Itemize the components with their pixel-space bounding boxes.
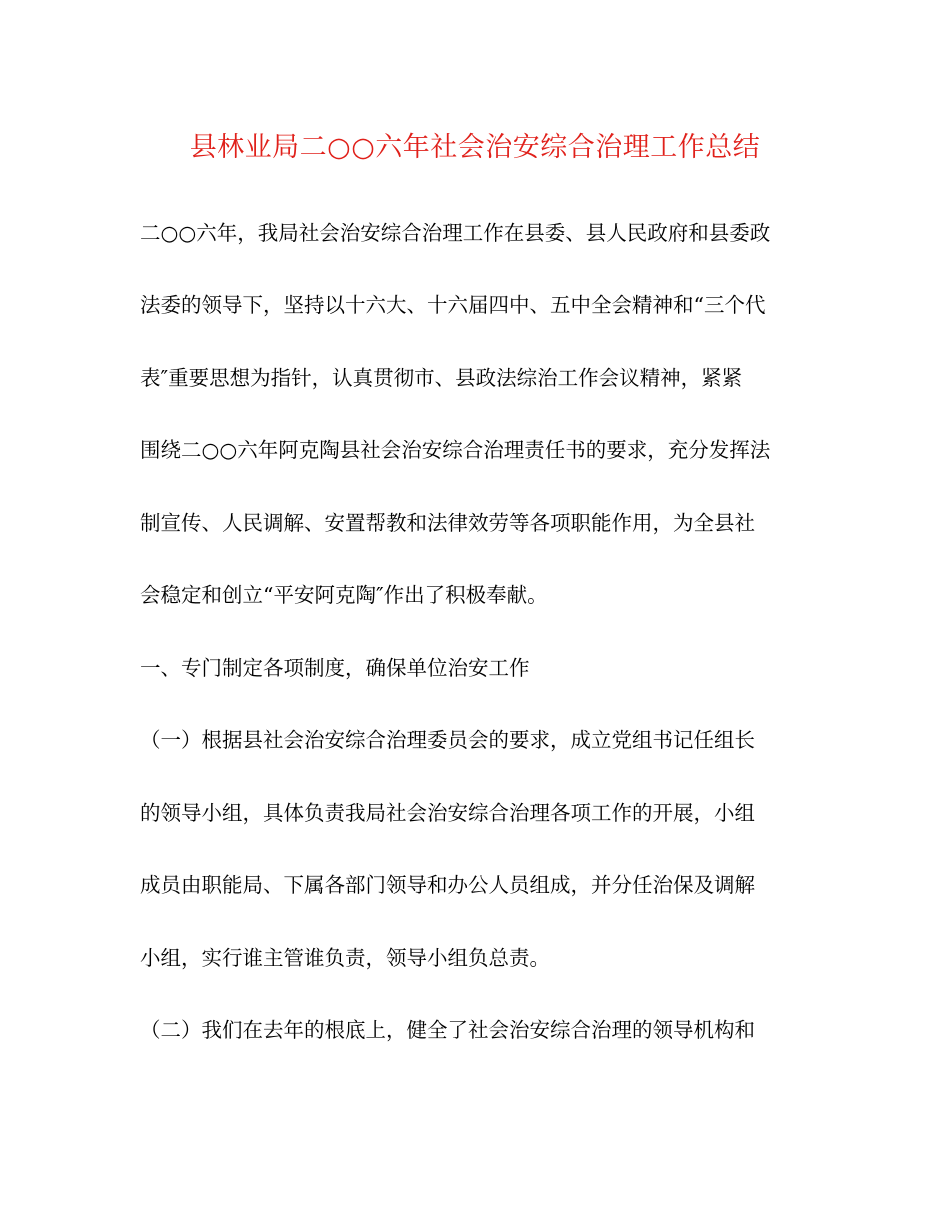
paragraph-line: 围绕二○○六年阿克陶县社会治安综合治理责任书的要求，充分发挥法 [140, 438, 771, 462]
section-heading: 一、专门制定各项制度，确保单位治安工作 [140, 656, 530, 680]
paragraph-line: 制宣传、人民调解、安置帮教和法律效劳等各项职能作用，为全县社 [140, 511, 755, 535]
paragraph-line: 小组，实行谁主管谁负责，领导小组负总责。 [140, 946, 550, 970]
paragraph-line: （一）根据县社会治安综合治理委员会的要求，成立党组书记任组长 [140, 728, 755, 752]
paragraph-line: 法委的领导下，坚持以十六大、十六届四中、五中全会精神和“三个代 [140, 293, 766, 317]
paragraph-line: 二○○六年，我局社会治安综合治理工作在县委、县人民政府和县委政 [140, 221, 771, 245]
paragraph-line: 会稳定和创立“平安阿克陶″作出了积极奉献。 [140, 583, 548, 607]
paragraph-line: 表″重要思想为指针，认真贯彻市、县政法综治工作会议精神，紧紧 [140, 366, 743, 390]
document-title: 县林业局二○○六年社会治安综合治理工作总结 [189, 132, 761, 163]
paragraph-line: （二）我们在去年的根底上，健全了社会治安综合治理的领导机构和 [140, 1018, 755, 1042]
paragraph-line: 成员由职能局、下属各部门领导和办公人员组成，并分任治保及调解 [140, 873, 755, 897]
paragraph-line: 的领导小组，具体负责我局社会治安综合治理各项工作的开展，小组 [140, 801, 755, 825]
